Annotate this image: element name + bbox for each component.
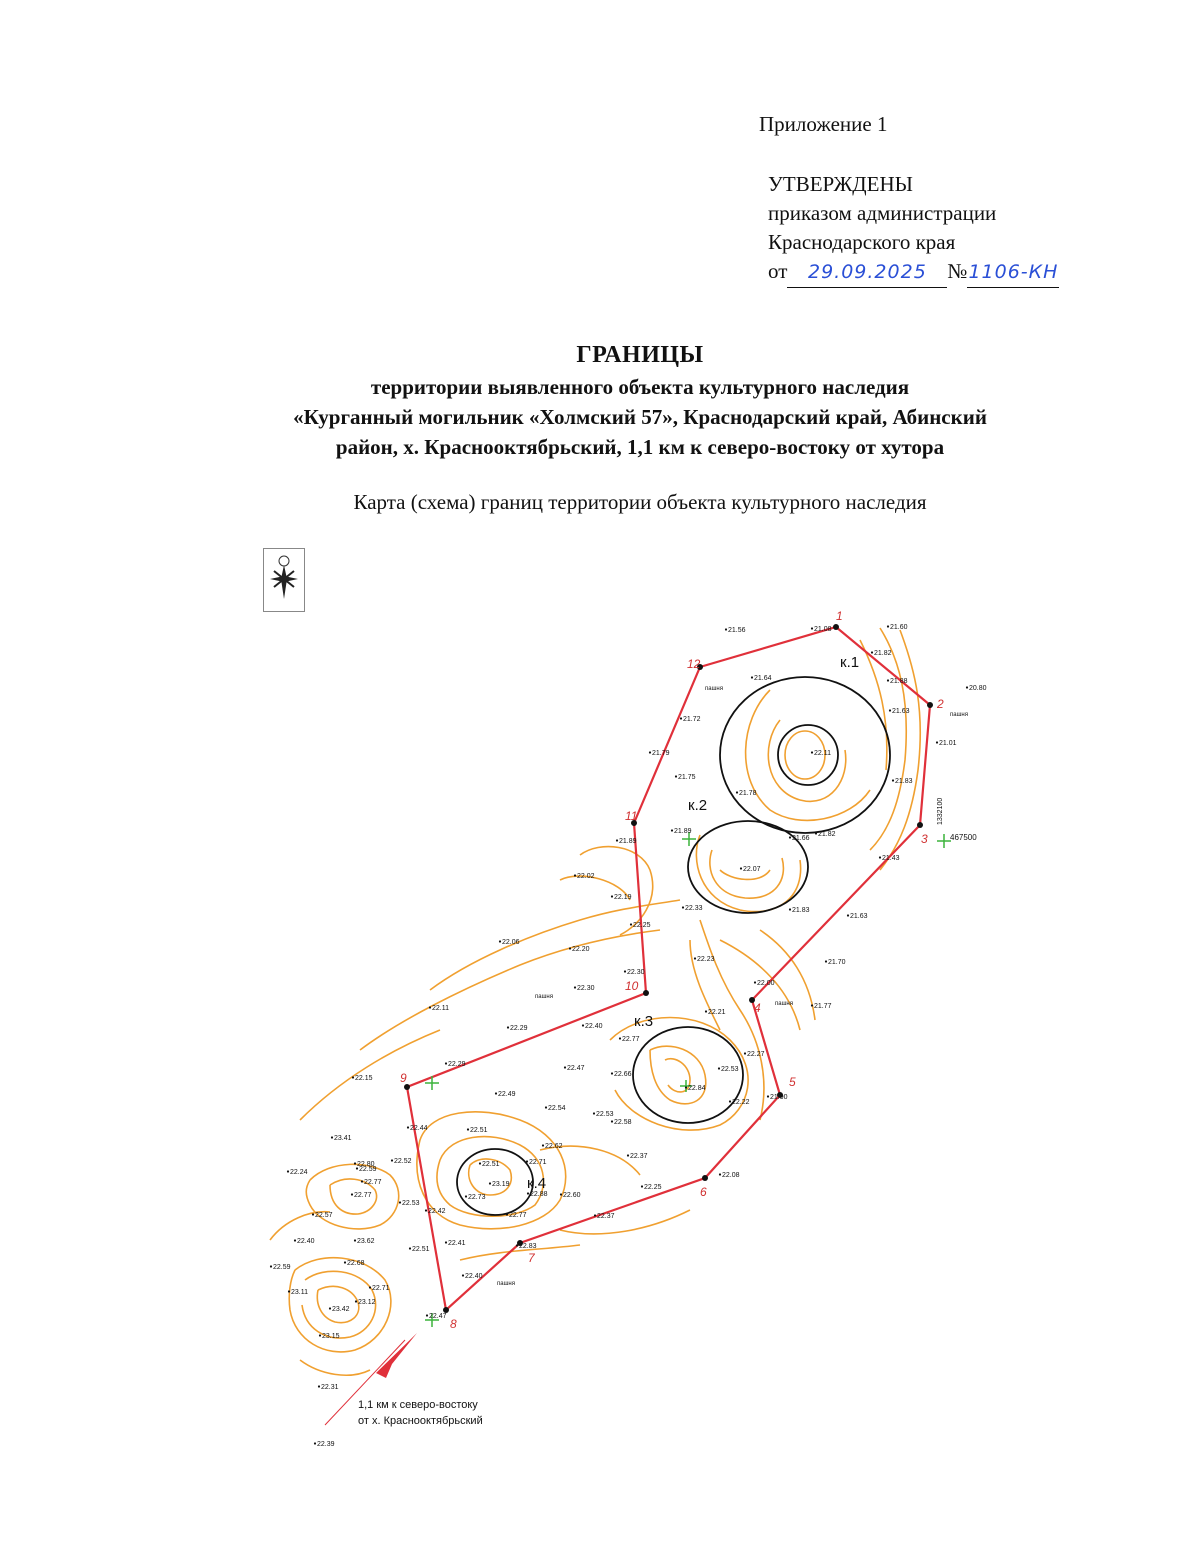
elevation-point [789,836,791,838]
elevation-point [641,1185,643,1187]
elevation-value: 22.62 [545,1143,563,1150]
elevation-point [270,1265,272,1267]
elevation-value: 20.80 [969,685,987,692]
elevation-point [391,1159,393,1161]
elevation-point [729,1100,731,1102]
elevation-point [705,1010,707,1012]
elevation-point [467,1128,469,1130]
vertex-label-2: 2 [937,697,944,711]
elevation-value: 21.82 [874,650,892,657]
elevation-value: 22.40 [585,1023,603,1030]
elevation-value: 22.53 [596,1111,614,1118]
vertex-label-3: 3 [921,832,928,846]
elevation-point [527,1192,529,1194]
elevation-point [811,751,813,753]
elevation-value: 22.71 [529,1159,547,1166]
elevation-point [680,717,682,719]
elevation-point [506,1213,508,1215]
elevation-value: 21.79 [652,750,670,757]
elevation-value: 21.83 [895,778,913,785]
vertex-label-6: 6 [700,1185,707,1199]
elevation-point [479,1162,481,1164]
elevation-point [630,923,632,925]
vertex-label-10: 10 [625,979,639,993]
elevation-point [318,1385,320,1387]
elevation-value: 22.54 [548,1105,566,1112]
elevation-point [331,1136,333,1138]
elevation-point [740,867,742,869]
elevation-value: 22.60 [563,1192,581,1199]
elevation-value: 22.59 [273,1264,291,1271]
elevation-value: 21.78 [739,790,757,797]
elevation-point [429,1006,431,1008]
mound-label-3: к.3 [634,1013,654,1030]
elevation-point [879,856,881,858]
elevation-point [887,625,889,627]
elevation-point [892,779,894,781]
elevation-point [355,1300,357,1302]
elevation-value: 22.77 [364,1179,382,1186]
elevation-point [966,686,968,688]
elevation-value: 22.37 [630,1153,648,1160]
elevation-point [526,1160,528,1162]
elevation-value: 22.88 [530,1191,548,1198]
vertex-label-12: 12 [687,657,701,671]
elevation-point [719,1173,721,1175]
elevation-point [694,957,696,959]
vertex-label-5: 5 [789,1075,796,1089]
title-main: ГРАНИЦЫ [576,342,704,368]
elevation-point [361,1180,363,1182]
mound-3-outline [633,1027,743,1123]
elevation-point [611,895,613,897]
elevation-point [815,832,817,834]
elevation-point [754,981,756,983]
elevation-point [354,1239,356,1241]
elevation-value: 22.15 [355,1075,373,1082]
approved-label: УТВЕРЖДЕНЫ [768,172,913,196]
mound-label-2: к.2 [688,797,708,814]
elevation-point [736,791,738,793]
approval-line-1: приказом администрации [768,201,997,225]
mound-label-4: к.4 [527,1175,547,1192]
grid-mark-label: 467500 [950,833,977,842]
elevation-point [462,1274,464,1276]
elevation-value: 22.47 [567,1065,585,1072]
elevation-point [542,1144,544,1146]
elevation-point [594,1214,596,1216]
elevation-point [319,1334,321,1336]
elevation-value: 22.71 [372,1285,390,1292]
elevation-point [889,709,891,711]
elevation-value: 22.58 [614,1119,632,1126]
elevation-value: 21.63 [892,708,910,715]
elevation-point [314,1442,316,1444]
elevation-value: 22.53 [402,1200,420,1207]
elevation-value: 21.70 [828,959,846,966]
field-label: пашня [950,712,968,718]
elevation-point [560,1193,562,1195]
elevation-point [574,874,576,876]
elevation-value: 22.24 [290,1169,308,1176]
field-label: пашня [497,1281,515,1287]
elevation-value: 22.11 [432,1005,449,1012]
elevation-point [582,1024,584,1026]
elevation-point [495,1092,497,1094]
elevation-point [287,1170,289,1172]
elevation-value: 23.41 [334,1135,352,1142]
elevation-point [811,1004,813,1006]
elevation-value: 22.51 [412,1246,430,1253]
elevation-value: 22.29 [510,1025,528,1032]
elevation-point [811,627,813,629]
elevation-point [767,1095,769,1097]
elevation-point [352,1076,354,1078]
vertex-labels [400,609,944,1331]
elevation-point [516,1244,518,1246]
elevation-point [351,1193,353,1195]
elevation-value: 21.08 [814,626,832,633]
elevation-point [294,1239,296,1241]
direction-indicator [325,1333,483,1427]
elevation-point [936,741,938,743]
elevation-point [611,1072,613,1074]
elevation-value: 21.60 [890,624,908,631]
direction-note-line-2: от х. Краснооктябрьский [358,1415,483,1427]
elevation-point [685,1086,687,1088]
number-label: № [947,259,968,283]
elevation-value: 22.59 [359,1166,377,1173]
elevation-value: 22.39 [317,1441,335,1448]
elevation-value: 21.63 [850,913,868,920]
elevation-point [789,908,791,910]
appendix-label: Приложение 1 [759,112,888,136]
elevation-point [465,1195,467,1197]
elevation-value: 22.27 [747,1051,765,1058]
elevation-point [718,1067,720,1069]
elevation-value: 21.83 [792,907,810,914]
elevation-value: 22.31 [321,1384,339,1391]
elevation-value: 21.01 [939,740,957,747]
elevation-value: 23.11 [291,1289,308,1296]
elevation-value: 22.30 [577,985,595,992]
elevation-point [445,1241,447,1243]
elevation-point [871,651,873,653]
elevation-value: 22.37 [597,1213,615,1220]
elevation-value: 22.44 [410,1125,428,1132]
elevation-value: 22.42 [428,1208,446,1215]
elevation-value: 21.89 [619,838,637,845]
elevation-point [489,1182,491,1184]
elevation-point [616,839,618,841]
elevation-value: 22.33 [685,905,703,912]
elevation-point [409,1247,411,1249]
vertex-label-7: 7 [528,1251,535,1265]
elevation-value: 21.66 [792,835,810,842]
elevation-point [624,970,626,972]
elevation-value: 22.52 [394,1158,412,1165]
elevation-point [611,1120,613,1122]
elevation-point [675,775,677,777]
elevation-point [627,1154,629,1156]
elevation-value: 22.25 [633,922,651,929]
elevation-value: 22.41 [448,1240,466,1247]
elevation-value: 22.19 [614,894,632,901]
elevation-value: 22.80 [357,1161,375,1168]
elevation-value: 22.73 [468,1194,486,1201]
elevation-value: 22.53 [721,1066,739,1073]
boundary-vertices [404,624,933,1313]
elevation-point [751,676,753,678]
elevation-value: 22.49 [498,1091,516,1098]
elevation-point [725,628,727,630]
elevation-value: 22.77 [509,1212,527,1219]
elevation-marks [270,624,987,1448]
elevation-value: 21.82 [818,831,836,838]
contour-lines [270,628,920,1375]
elevation-value: 22.40 [297,1238,315,1245]
elevation-point [425,1209,427,1211]
elevation-value: 22.51 [482,1161,500,1168]
elevation-point [354,1162,356,1164]
approval-line-2: Краснодарского края [768,230,956,254]
elevation-value: 23.15 [322,1333,340,1340]
elevation-point [399,1201,401,1203]
handwritten-number: 1106-КН [967,258,1059,288]
elevation-point [847,914,849,916]
elevation-value: 23.42 [332,1306,350,1313]
elevation-point [671,829,673,831]
vertex-label-1: 1 [836,609,843,623]
direction-arrow-icon [376,1333,417,1378]
elevation-point [545,1106,547,1108]
title-line-3: район, х. Краснооктябрьский, 1,1 км к северо-востоку от хутора [335,435,945,459]
elevation-value: 22.83 [519,1243,537,1250]
elevation-value: 22.25 [644,1184,662,1191]
mound-labels [527,654,859,1192]
elevation-value: 21.89 [674,828,692,835]
elevation-point [593,1112,595,1114]
from-label: от [768,259,788,283]
elevation-value: 22.51 [470,1127,488,1134]
elevation-value: 22.77 [622,1036,640,1043]
elevation-point [649,751,651,753]
elevation-point [744,1052,746,1054]
elevation-value: 22.02 [577,873,595,880]
elevation-value: 22.08 [722,1172,740,1179]
elevation-point [574,986,576,988]
elevation-value: 21.88 [890,678,908,685]
elevation-value: 22.00 [757,980,775,987]
handwritten-date: 29.09.2025 [787,258,947,288]
elevation-point [312,1213,314,1215]
elevation-point [682,906,684,908]
elevation-value: 22.20 [572,946,590,953]
elevation-value: 23.19 [492,1181,510,1188]
elevation-value: 21.77 [814,1003,832,1010]
elevation-value: 22.77 [354,1192,372,1199]
vertex-label-9: 9 [400,1071,407,1085]
vertex-label-11: 11 [625,809,638,823]
mound-label-1: к.1 [840,654,860,671]
title-line-1: территории выявленного объекта культурного наследия [370,375,910,399]
field-label: пашня [705,686,723,692]
elevation-point [507,1026,509,1028]
elevation-value: 21.90 [770,1094,788,1101]
elevation-value: 21.56 [728,627,746,634]
elevation-point [369,1286,371,1288]
elevation-point [499,940,501,942]
elevation-point [619,1037,621,1039]
elevation-value: 22.40 [465,1273,483,1280]
field-label: пашня [535,994,553,1000]
elevation-point [564,1066,566,1068]
elevation-value: 22.11 [814,750,831,757]
elevation-point [825,960,827,962]
elevation-value: 21.43 [882,855,900,862]
elevation-value: 22.66 [614,1071,632,1078]
map-subtitle: Карта (схема) границ территории объекта культурного наследия [353,490,927,514]
direction-line [325,1340,405,1425]
elevation-value: 22.23 [697,956,715,963]
elevation-point [407,1126,409,1128]
elevation-point [569,947,571,949]
elevation-value: 21.75 [678,774,696,781]
elevation-value: 22.07 [743,866,761,873]
direction-note-line-1: 1,1 км к северо-востоку [358,1399,478,1411]
elevation-point [887,679,889,681]
elevation-point [426,1314,428,1316]
elevation-value: 22.68 [347,1260,365,1267]
elevation-value: 22.84 [688,1085,706,1092]
elevation-value: 22.06 [502,939,520,946]
title-line-2: «Курганный могильник «Холмский 57», Краснодарский край, Абинский [293,405,987,429]
elevation-value: 23.12 [358,1299,376,1306]
elevation-value: 21.64 [754,675,772,682]
elevation-value: 22.30 [627,969,645,976]
vertex-label-4: 4 [754,1001,761,1015]
grid-mark-vertical-label: 1332100 [937,797,944,825]
field-label: пашня [775,1001,793,1007]
elevation-value: 22.47 [429,1313,447,1320]
elevation-value: 22.21 [708,1009,726,1016]
territory-boundary [407,627,930,1310]
elevation-point [288,1290,290,1292]
elevation-value: 22.22 [732,1099,750,1106]
elevation-point [445,1062,447,1064]
elevation-value: 22.29 [448,1061,466,1068]
elevation-point [329,1307,331,1309]
vertex-label-8: 8 [450,1317,457,1331]
elevation-point [344,1261,346,1263]
elevation-value: 23.62 [357,1238,375,1245]
elevation-value: 22.57 [315,1212,333,1219]
elevation-value: 21.72 [683,716,701,723]
